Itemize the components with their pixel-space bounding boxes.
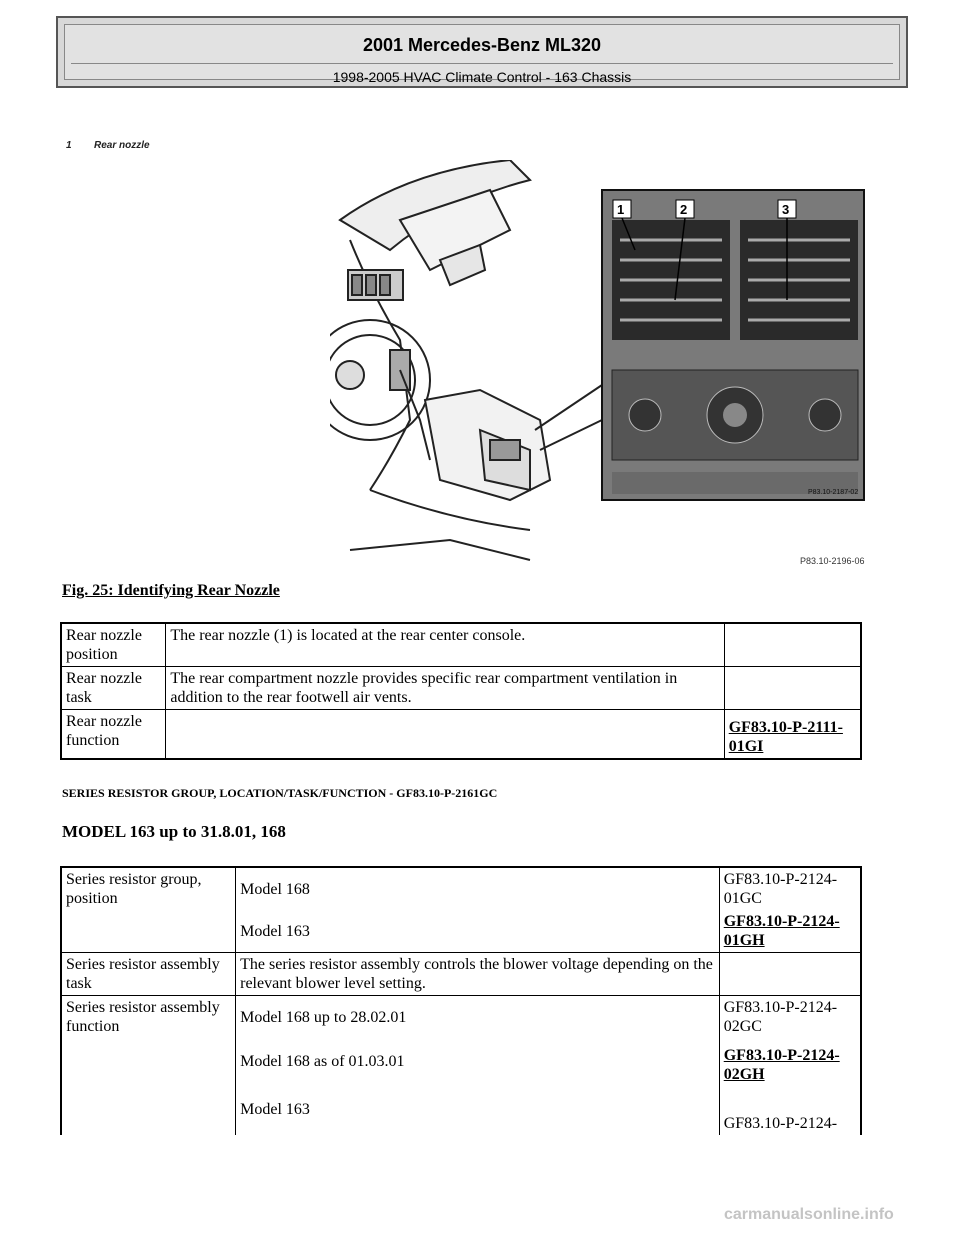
func-label: Series resistor assembly function (61, 996, 236, 1136)
row-ref (724, 623, 861, 667)
header-title: 2001 Mercedes-Benz ML320 (362, 35, 602, 55)
legend-number: 1 (66, 140, 72, 151)
table-row (61, 867, 861, 910)
row-text: The rear nozzle (1) is located at the rear center console. (166, 623, 724, 667)
legend-text: Rear nozzle (94, 140, 150, 151)
figure-code: P83.10-2196-06 (800, 556, 865, 566)
func-model-1: Model 168 up to 28.02.01 (236, 996, 720, 1039)
section-subheading: MODEL 163 up to 31.8.01, 168 (62, 822, 286, 841)
page-header (56, 16, 908, 88)
page-header-inner (64, 24, 900, 85)
section-heading: SERIES RESISTOR GROUP, LOCATION/TASK/FUNCTION - GF83.10-P-2161GC (62, 786, 498, 800)
row-label: Rear nozzle function (61, 710, 166, 760)
figure-caption: Fig. 25: Identifying Rear Nozzle (62, 582, 280, 599)
inset-code: P83.10-2187-02 (808, 489, 859, 496)
rear-nozzle-function-link[interactable]: GF83.10-P-2111-01GI (728, 719, 843, 755)
figure-legend (66, 140, 150, 151)
header-divider (71, 63, 893, 64)
rear-nozzle-illustration (330, 160, 870, 570)
callout-2: 2 (680, 202, 688, 217)
table-row (61, 953, 861, 996)
header-subtitle: 1998-2005 HVAC Climate Control - 163 Chassis (332, 69, 632, 85)
func-model-2: Model 168 as of 01.03.01 (236, 1038, 720, 1086)
pointer-lines (535, 385, 602, 450)
table-row (61, 996, 861, 1039)
pos-ref-2-link[interactable]: GF83.10-P-2124-01GH (723, 913, 840, 949)
watermark: carmanualsonline.info (724, 1206, 894, 1223)
pos-ref-1: GF83.10-P-2124-01GC (719, 867, 861, 910)
row-text (166, 710, 724, 760)
callout-1: 1 (617, 202, 625, 217)
rear-nozzle-table (60, 622, 862, 760)
rear-nozzle-figure (330, 160, 870, 570)
position-label: Series resistor group, position (61, 867, 236, 953)
console-inset-photo (602, 190, 864, 500)
table-row (61, 623, 861, 667)
callout-3: 3 (782, 202, 790, 217)
pos-model-2: Model 163 (236, 910, 720, 953)
task-text: The series resistor assembly controls the blower voltage depending on the relevant blower level setting. (236, 953, 720, 996)
pos-model-1: Model 168 (236, 867, 720, 910)
func-ref-2-link[interactable]: GF83.10-P-2124-02GH (723, 1047, 840, 1083)
row-label: Rear nozzle task (61, 667, 166, 710)
series-resistor-table (60, 866, 862, 1135)
task-label: Series resistor assembly task (61, 953, 236, 996)
table-row (61, 710, 861, 760)
func-ref-3: GF83.10-P-2124- (719, 1086, 861, 1135)
func-ref-1: GF83.10-P-2124-02GC (719, 996, 861, 1039)
row-ref (724, 667, 861, 710)
row-label: Rear nozzle position (61, 623, 166, 667)
table-row (61, 667, 861, 710)
dashboard-drawing (330, 160, 550, 560)
row-text: The rear compartment nozzle provides specific rear compartment ventilation in addition to the rear footwell air vents. (166, 667, 724, 710)
func-model-3: Model 163 (236, 1086, 720, 1135)
